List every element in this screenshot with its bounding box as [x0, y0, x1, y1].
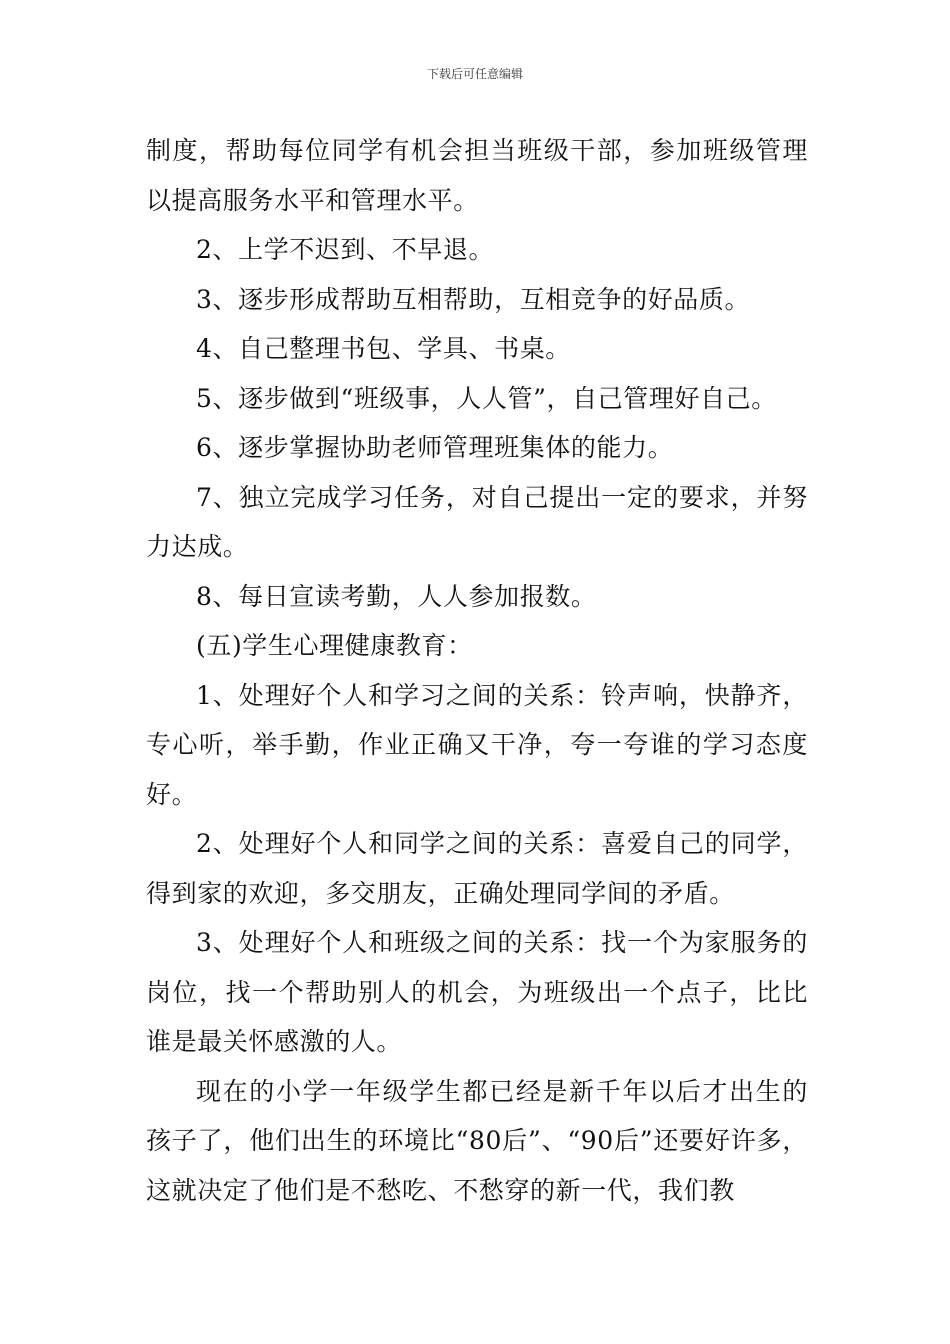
paragraph-2: 2、上学不迟到、不早退。	[196, 235, 495, 264]
paragraph-7: 7、独立完成学习任务，对自己提出一定的要求，并努力达成。	[146, 482, 808, 561]
paragraph-10: 1、处理好个人和学习之间的关系：铃声响，快静齐，专心听，举手勤，作业正确又干净，夸一夸谁的学习态度好。	[146, 680, 808, 809]
paragraph-12: 3、处理好个人和班级之间的关系：找一个为家服务的岗位，找一个帮助别人的机会，为班级出一个点子，比比谁是最关怀感激的人。	[146, 928, 808, 1056]
section-heading: (五)学生心理健康教育：	[196, 631, 473, 660]
paragraph-13: 现在的小学一年级学生都已经是新千年以后才出生的孩子了，他们出生的环境比“80后”、“90后”还要好许多，这就决定了他们是不愁吃、不愁穿的新一代，我们教	[146, 1076, 808, 1205]
paragraph-1: 制度，帮助每位同学有机会担当班级干部，参加班级管理以提高服务水平和管理水平。	[146, 136, 808, 215]
paragraph-5: 5、逐步做到“班级事，人人管”，自己管理好自己。	[196, 383, 777, 413]
paragraph-4: 4、自己整理书包、学具、书桌。	[196, 334, 571, 363]
paragraph-3: 3、逐步形成帮助互相帮助，互相竞争的好品质。	[196, 284, 751, 314]
paragraph-11: 2、处理好个人和同学之间的关系：喜爱自己的同学，得到家的欢迎，多交朋友，正确处理同学间的矛盾。	[146, 829, 808, 908]
document-body	[146, 126, 808, 1215]
paragraph-8: 8、每日宣读考勤，人人参加报数。	[196, 581, 597, 611]
page-header: 下载后可任意编辑	[426, 67, 523, 81]
paragraph-6: 6、逐步掌握协助老师管理班集体的能力。	[196, 433, 674, 462]
